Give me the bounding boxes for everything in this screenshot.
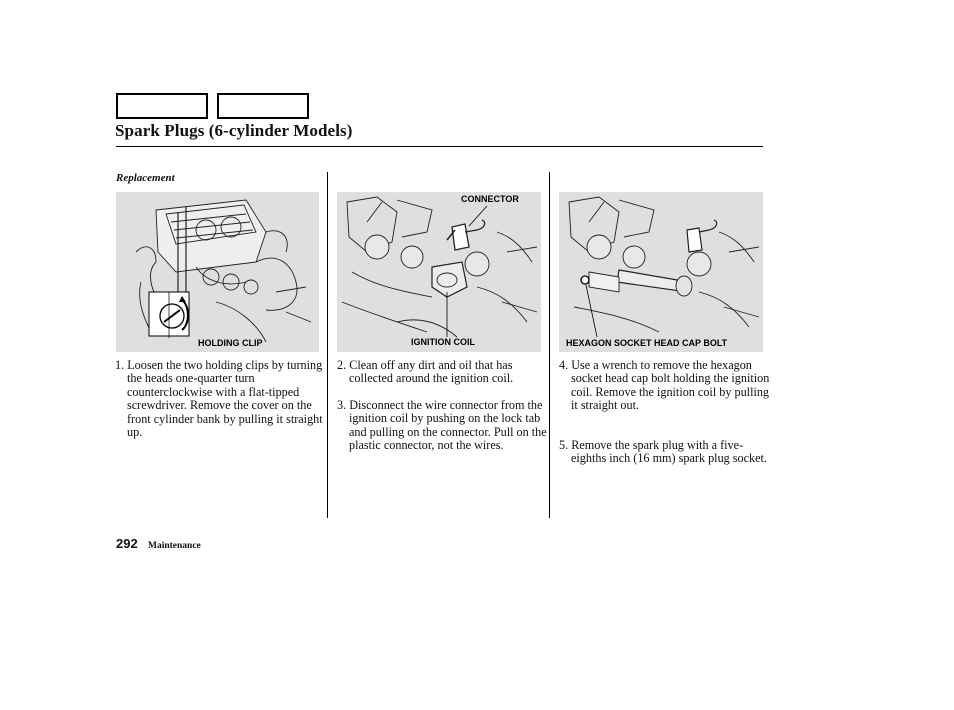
page-number: 292 (116, 536, 138, 551)
section-subhead: Replacement (116, 172, 175, 184)
ignition-coil-illustration (337, 192, 541, 352)
cap-bolt-illustration (559, 192, 763, 352)
figure-holding-clip (116, 192, 319, 352)
column-divider-2 (549, 172, 550, 518)
step-3-text: 3. Disconnect the wire connector from the ignition coil by pushing on the lock tab and pulling on the connector. Pull on the plastic connector, not the wires. (337, 398, 547, 453)
step-1-text: 1. Loosen the two holding clips by turning the heads one-quarter turn counterclockwise with a flat-tipped screwdriver. Remove the cover on the front cylinder bank by pulling it straight up. (115, 358, 323, 440)
label-connector: CONNECTOR (461, 194, 519, 204)
label-cap-bolt: HEXAGON SOCKET HEAD CAP BOLT (566, 338, 728, 348)
nav-tab-2[interactable] (217, 93, 309, 119)
page-title: Spark Plugs (6-cylinder Models) (115, 121, 353, 140)
engine-cover-illustration (116, 192, 319, 352)
label-ignition-coil: IGNITION COIL (411, 337, 475, 347)
column-divider-1 (327, 172, 328, 518)
figure-ignition-coil (337, 192, 541, 352)
title-divider (116, 146, 763, 147)
step-4-text: 4. Use a wrench to remove the hexagon socket head cap bolt holding the ignition coil. Remove the ignition coil by pulling it straight out. (559, 358, 770, 413)
nav-tab-1[interactable] (116, 93, 208, 119)
step-5-text: 5. Remove the spark plug with a five-eighths inch (16 mm) spark plug socket. (559, 438, 767, 466)
figure-cap-bolt (559, 192, 763, 352)
label-holding-clip: HOLDING CLIP (198, 338, 263, 348)
footer-section-name: Maintenance (148, 541, 201, 551)
step-2-text: 2. Clean off any dirt and oil that has collected around the ignition coil. (337, 358, 514, 386)
